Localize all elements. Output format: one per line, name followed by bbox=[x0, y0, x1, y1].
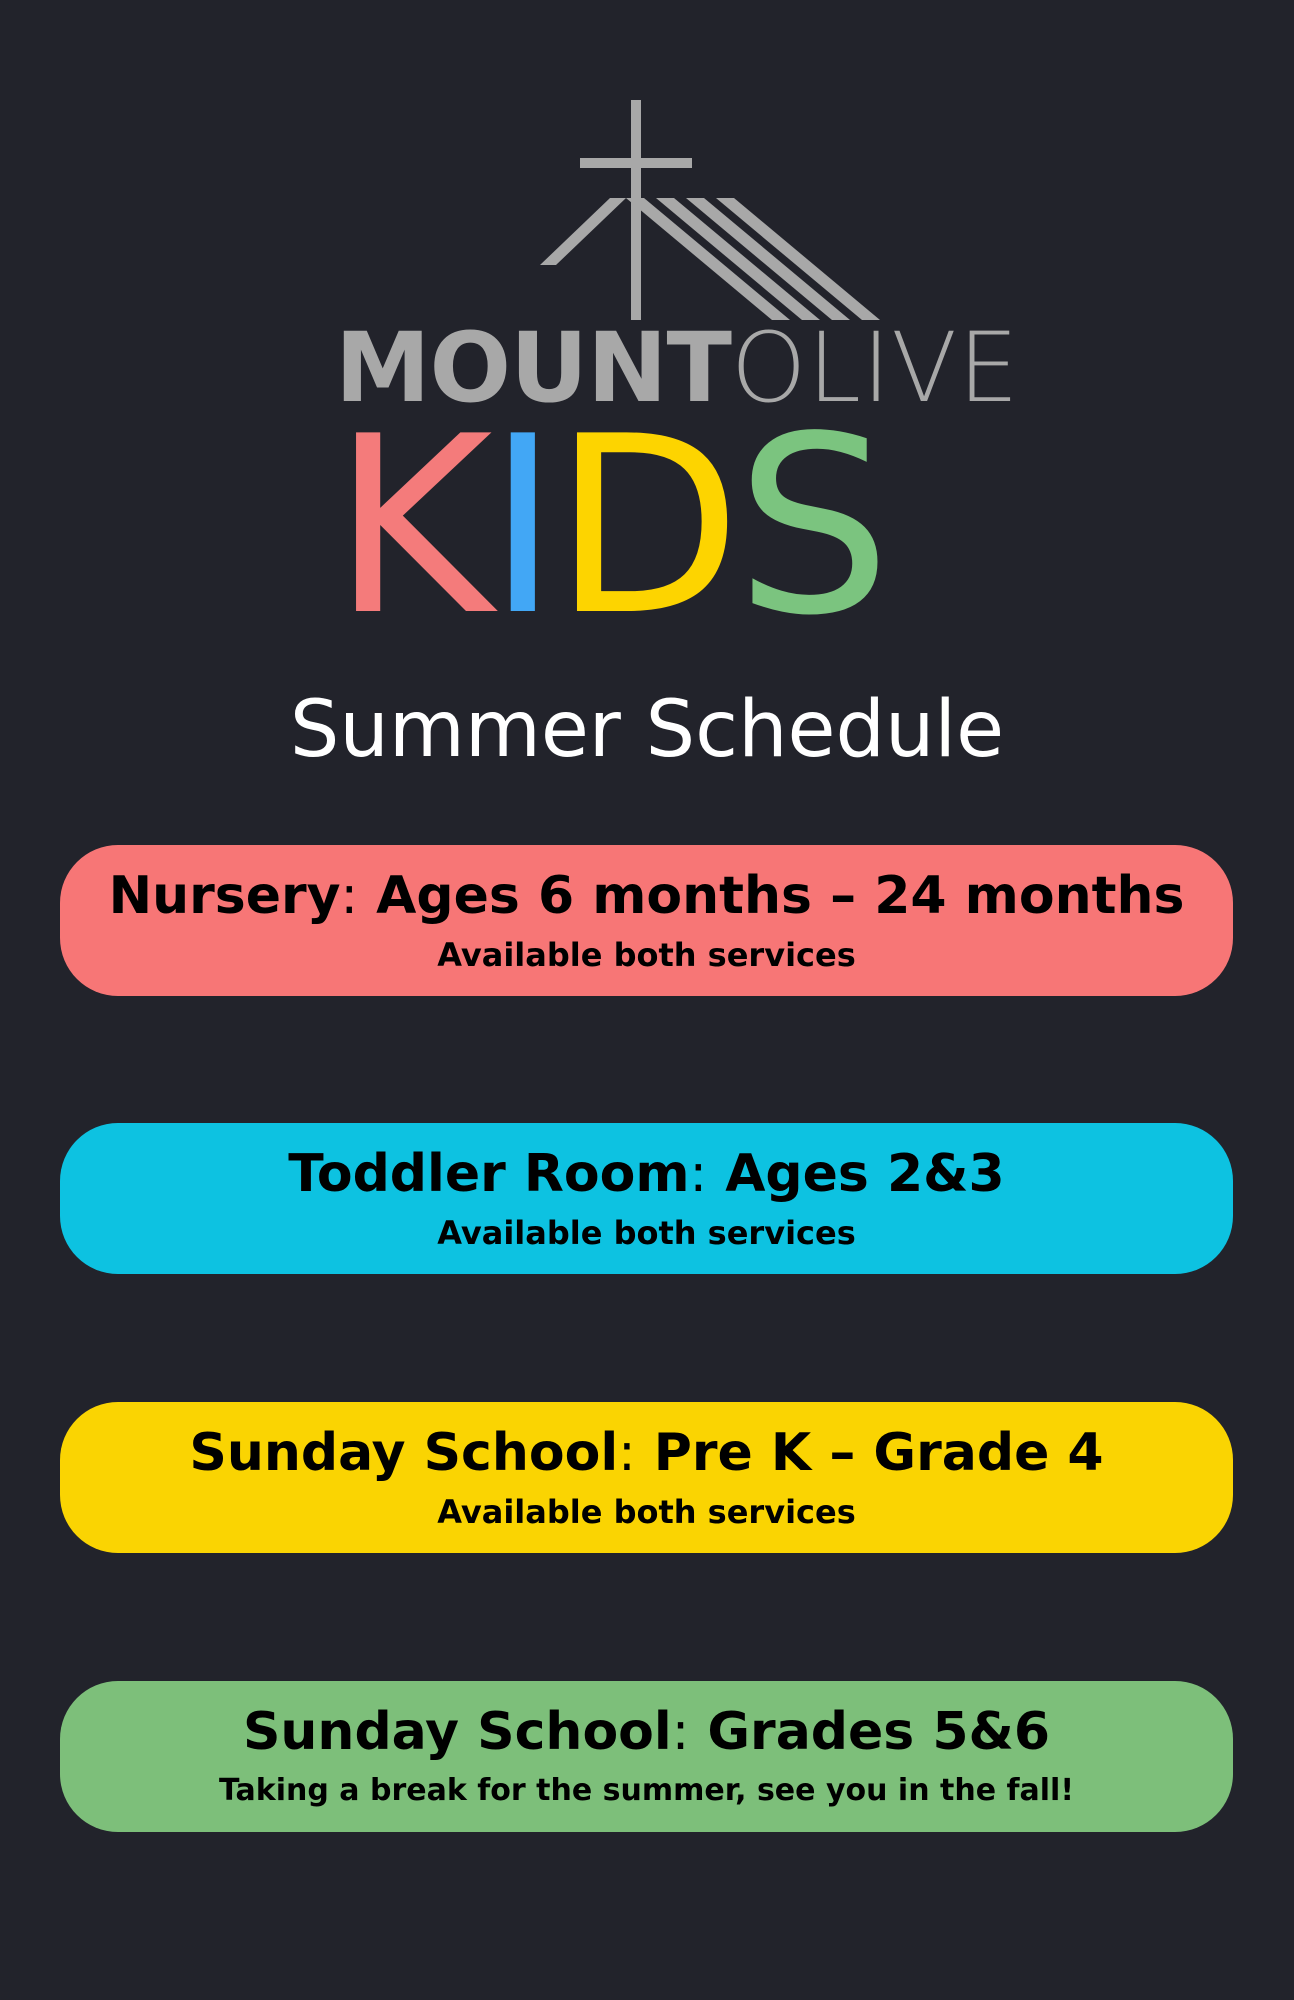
kids-letter-s: S bbox=[735, 384, 886, 669]
kids-wordmark bbox=[332, 384, 972, 669]
program-card-toddler-room bbox=[60, 1123, 1233, 1274]
program-card-nursery bbox=[60, 845, 1233, 996]
program-detail: Grades 5&6 bbox=[707, 1702, 1051, 1762]
program-name: Sunday School bbox=[189, 1423, 619, 1483]
wordmark-mount: MOUNT bbox=[335, 312, 731, 424]
program-separator: : bbox=[340, 866, 359, 926]
program-detail: Ages 6 months – 24 months bbox=[376, 866, 1185, 926]
kids-letter-i: I bbox=[486, 384, 553, 669]
program-detail: Pre K – Grade 4 bbox=[653, 1423, 1104, 1483]
program-note: Available both services bbox=[437, 936, 856, 974]
program-separator: : bbox=[618, 1423, 636, 1483]
program-detail: Ages 2&3 bbox=[725, 1144, 1005, 1204]
kids-letter-k: K bbox=[332, 384, 487, 669]
church-roof-cross-icon bbox=[540, 100, 880, 325]
program-name: Toddler Room bbox=[288, 1144, 690, 1204]
wordmark-olive: OLIVE bbox=[730, 312, 1020, 424]
program-name: Nursery bbox=[108, 866, 341, 926]
program-separator: : bbox=[671, 1702, 690, 1762]
program-card-sunday-school-grades-5-6 bbox=[60, 1681, 1233, 1832]
program-separator: : bbox=[689, 1144, 708, 1204]
kids-letter-d: D bbox=[552, 384, 736, 669]
program-note: Available both services bbox=[437, 1493, 856, 1531]
program-note: Available both services bbox=[437, 1214, 856, 1252]
program-name: Sunday School bbox=[242, 1702, 672, 1762]
program-card-sunday-school-prek bbox=[60, 1402, 1233, 1553]
page-subtitle: Summer Schedule bbox=[289, 685, 1005, 775]
program-note: Taking a break for the summer, see you in the fall! bbox=[218, 1773, 1075, 1808]
